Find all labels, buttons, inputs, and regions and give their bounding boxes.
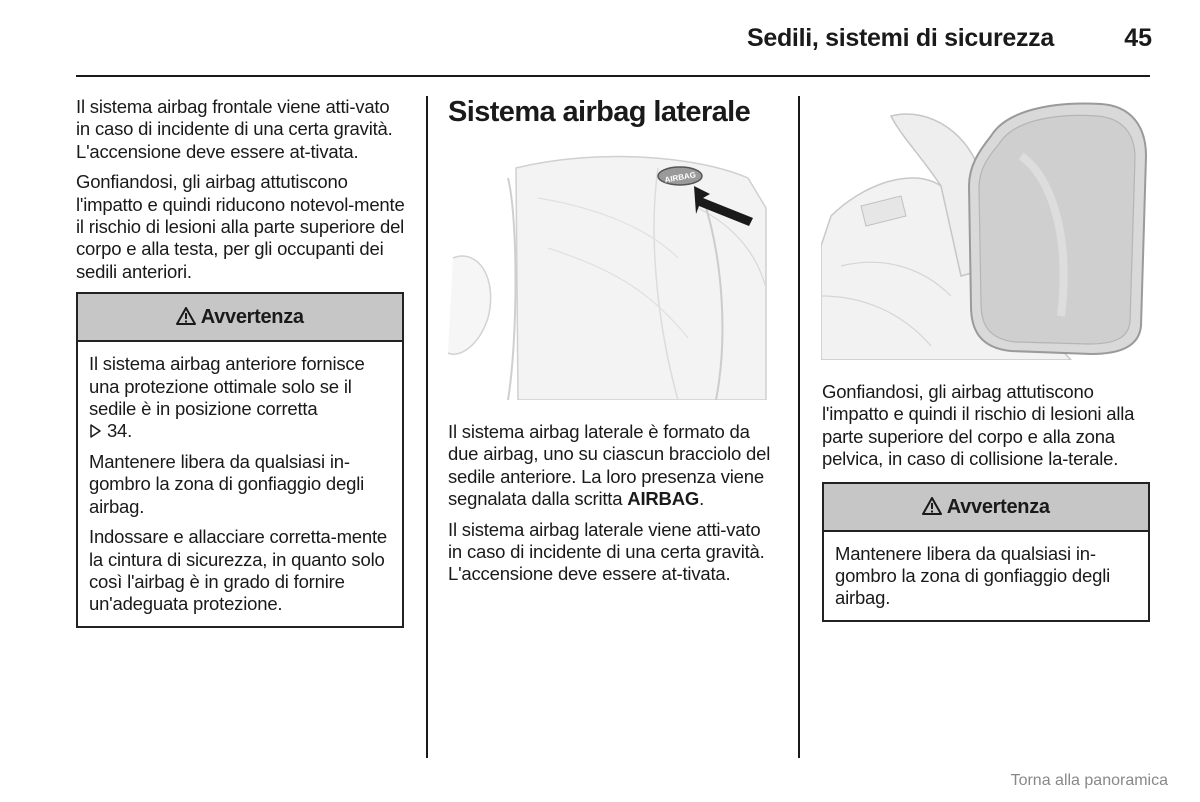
warning-body <box>824 532 1148 620</box>
seat-with-airbag-label-illustration <box>448 138 778 400</box>
warning-box-side <box>822 482 1150 622</box>
column-2-text <box>448 421 778 594</box>
running-header-title: Sedili, sistemi di sicurezza <box>746 24 1054 52</box>
header-divider <box>76 75 1150 77</box>
paragraph-frontal-airbag-effect: Gonfiandosi, gli airbag attutiscono l'impatto e quindi riducono notevol-mente il rischio di lesioni alla parte superiore del corpo e alla testa, per gli occupanti dei sedili anteriori. <box>76 171 405 282</box>
warning-box-front <box>76 292 404 627</box>
back-to-overview-link[interactable]: Torna alla panoramica <box>1010 772 1168 789</box>
warning-triangle-icon <box>176 306 201 328</box>
paragraph-side-airbag-composition: Il sistema airbag laterale è formato da due airbag, uno su ciascun bracciolo del sedile anteriore. La loro presenza viene segnalata dalla scritta AIRBAG. <box>448 421 771 510</box>
warning-title: Avvertenza <box>946 495 1050 518</box>
warning-body <box>78 342 402 625</box>
section-title: Sistema airbag laterale <box>448 96 751 128</box>
airbag-embroidered-label: AIRBAG <box>663 170 697 185</box>
page-number: 45 <box>1124 24 1152 52</box>
warning-text-keep-clear: Mantenere libera da qualsiasi in-gombro la zona di gonfiaggio degli airbag. <box>89 450 365 517</box>
warning-text-seatbelt: Indossare e allacciare corretta-mente la cintura di sicurezza, in quanto solo così l'airbag è in grado di fornire un'adeguata protezione. <box>89 526 387 615</box>
warning-title: Avvertenza <box>200 306 304 329</box>
column-divider-right <box>798 96 800 758</box>
paragraph-frontal-airbag-activation: Il sistema airbag frontale viene atti-vato in caso di incidente di una certa gravità. L'accensione deve essere at-tivata. <box>76 96 393 162</box>
warning-header <box>824 484 1148 532</box>
inflated-side-airbag-illustration <box>821 96 1149 360</box>
column-1 <box>76 96 406 628</box>
figure-inflated-side-airbag <box>821 96 1149 360</box>
warning-triangle-icon <box>922 496 947 518</box>
warning-text-keep-clear: Mantenere libera da qualsiasi in-gombro la zona di gonfiaggio degli airbag. <box>835 542 1111 609</box>
airbag-word-bold: AIRBAG <box>627 488 700 510</box>
warning-header <box>78 294 402 342</box>
paragraph-side-airbag-effect: Gonfiandosi, gli airbag attutiscono l'impatto e quindi il rischio di lesioni alla parte superiore del corpo e alla zona pelvica, in caso di collisione la-terale. <box>822 381 1135 470</box>
reference-arrow-icon[interactable] <box>89 420 107 441</box>
page-reference-link[interactable]: 34. <box>106 420 133 442</box>
column-2 <box>448 96 778 129</box>
column-divider-left <box>426 96 428 758</box>
paragraph-side-airbag-activation: Il sistema airbag laterale viene atti-vato in caso di incidente di una certa gravità. L'accensione deve essere at-tivata. <box>448 518 765 585</box>
warning-text-seat-position: Il sistema airbag anteriore fornisce una protezione ottimale solo se il sedile è in posizione corretta <box>89 353 365 420</box>
column-3 <box>822 381 1150 622</box>
figure-seat-airbag-label <box>448 138 778 400</box>
